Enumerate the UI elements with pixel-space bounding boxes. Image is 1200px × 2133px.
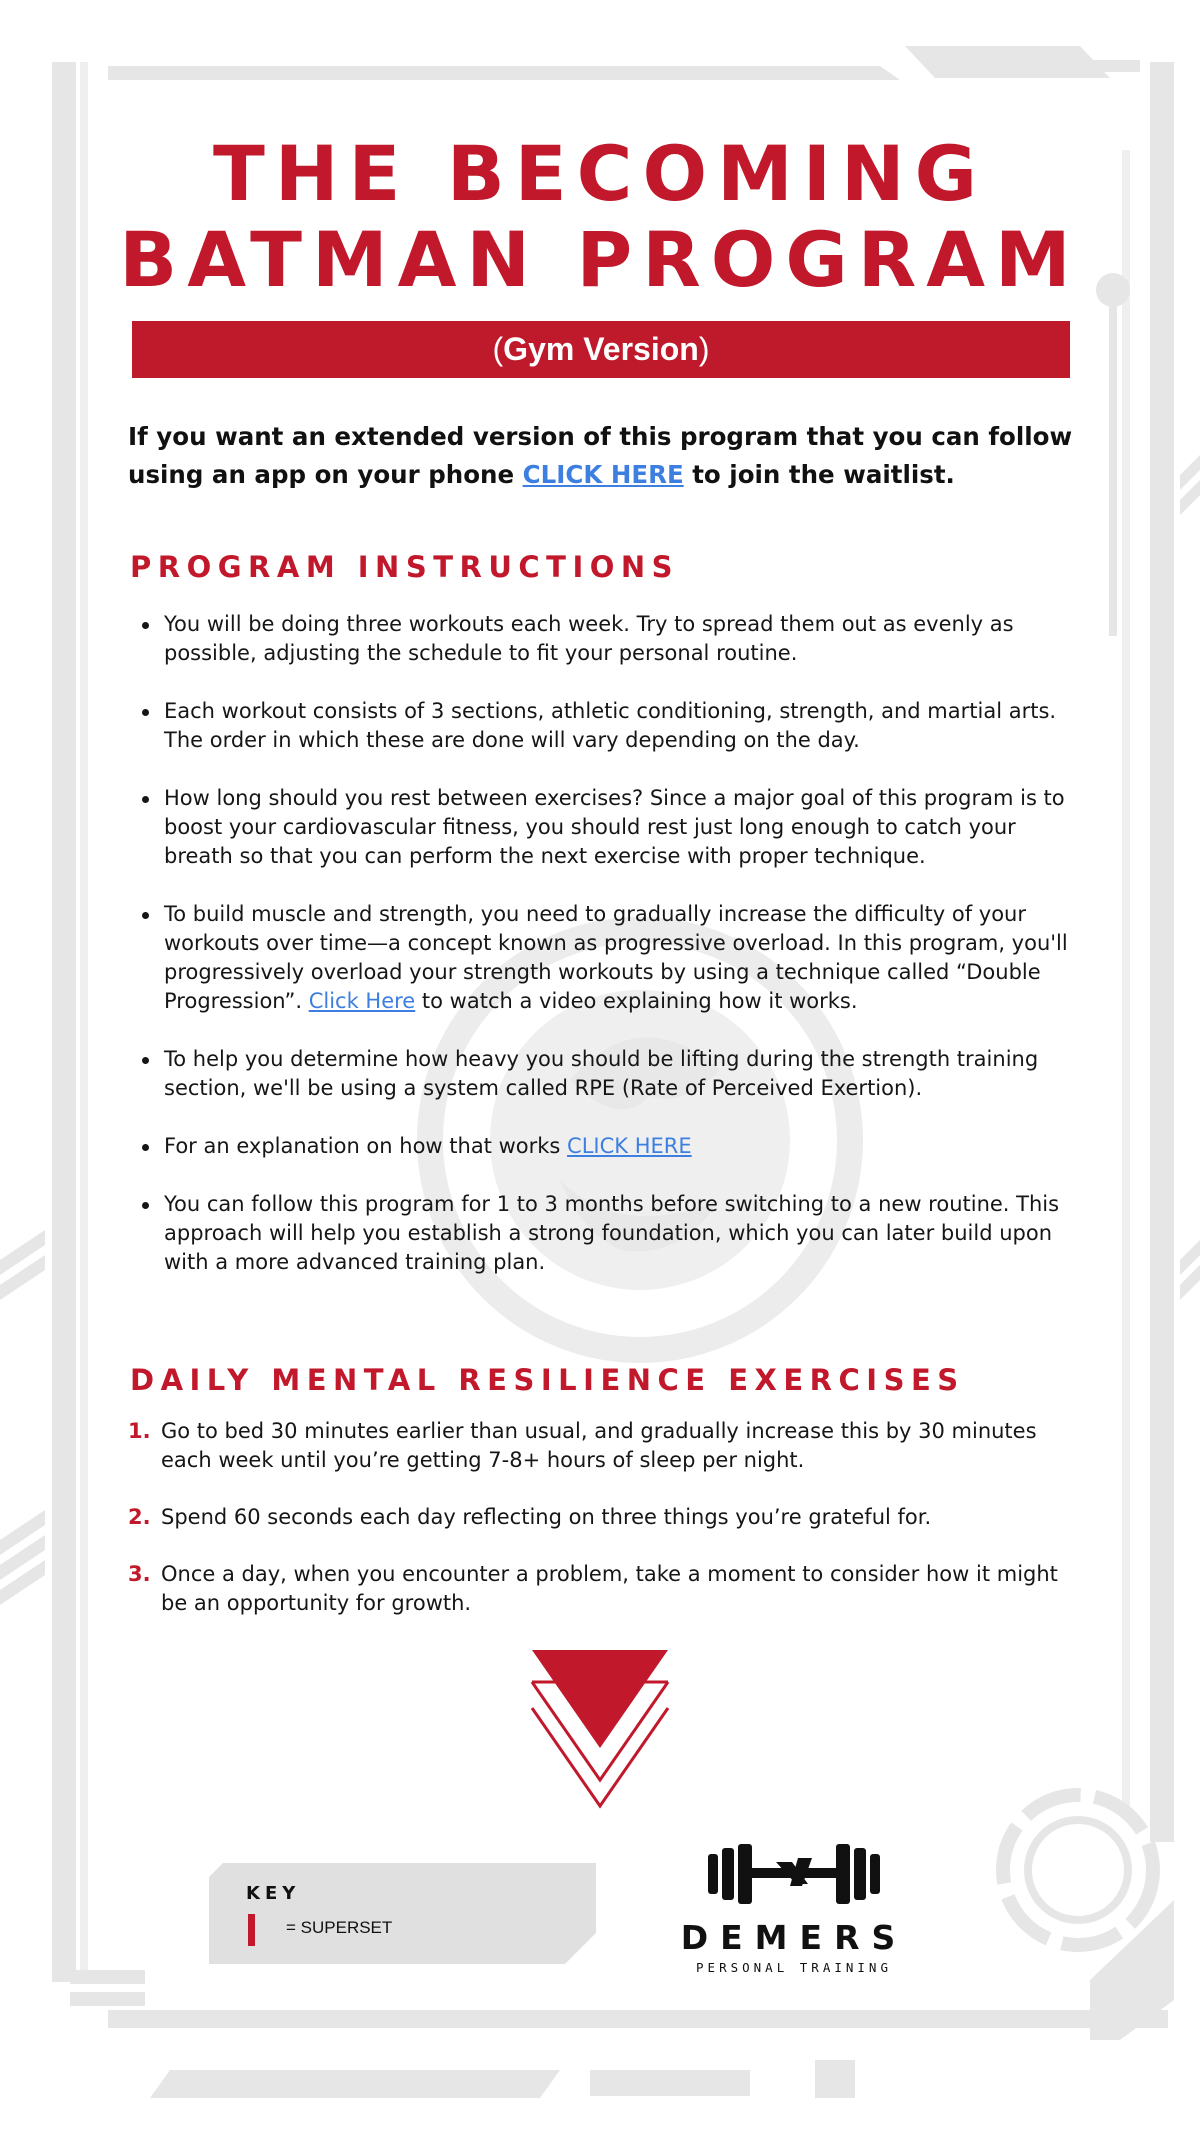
program-instructions-heading: PROGRAM INSTRUCTIONS	[130, 550, 680, 584]
waitlist-link[interactable]: CLICK HERE	[522, 460, 684, 489]
instructions-list	[138, 610, 1068, 1306]
bullet-dot	[142, 622, 149, 629]
resilience-text: Go to bed 30 minutes earlier than usual, and gradually increase this by 30 minutes each week until you’re getting 7-8+ hours of sleep per night.	[161, 1419, 1037, 1472]
bullet-dot	[142, 912, 149, 919]
bullet-dot	[142, 1144, 149, 1151]
item-number: 2.	[128, 1505, 151, 1529]
list-item	[138, 900, 1068, 1016]
banner-subtitle: Gym Version	[503, 331, 699, 367]
mental-resilience-heading: DAILY MENTAL RESILIENCE EXERCISES	[130, 1363, 965, 1397]
waitlist-intro	[128, 418, 1088, 494]
list-item	[138, 784, 1068, 871]
instruction-text: To build muscle and strength, you need to gradually increase the difficulty of your workouts over time—a concept known as progressive overload. In this program, you'll progressively overload your strength workouts by using a technique called “Double Progression”.	[164, 902, 1068, 1013]
brand-name: DEMERS	[680, 1918, 908, 1957]
gym-version-banner	[132, 321, 1070, 378]
instruction-text: How long should you rest between exercises? Since a major goal of this program is to boost your cardiovascular fitness, you should rest just long enough to catch your breath so that you can perform the next exercise with proper technique.	[164, 786, 1065, 868]
superset-marker	[248, 1914, 255, 1946]
resilience-list	[128, 1417, 1078, 1646]
brand-tagline: PERSONAL TRAINING	[696, 1960, 892, 1975]
list-item	[138, 1132, 1068, 1161]
program-title-line1: THE BECOMING	[213, 129, 987, 218]
intro-text: If you want an extended version of this program that you can follow using an app on your phone	[128, 422, 1073, 489]
barbell-logo-icon	[672, 1840, 916, 1980]
list-item	[128, 1560, 1078, 1618]
intro-text-after: to join the waitlist.	[683, 460, 955, 489]
instruction-text-after: to watch a video explaining how it works.	[415, 989, 858, 1013]
chevron-down-icon	[530, 1648, 670, 1810]
list-item	[138, 1190, 1068, 1277]
superset-legend: = SUPERSET	[286, 1918, 393, 1937]
list-item	[138, 697, 1068, 755]
resilience-text: Once a day, when you encounter a problem, take a moment to consider how it might be an opportunity for growth.	[161, 1562, 1058, 1615]
item-number: 1.	[128, 1419, 151, 1443]
program-title-line2: BATMAN PROGRAM	[119, 215, 1081, 304]
key-label: KEY	[246, 1883, 301, 1904]
key-panel	[209, 1863, 596, 1964]
bullet-dot	[142, 796, 149, 803]
bullet-dot	[142, 709, 149, 716]
list-item	[128, 1503, 1078, 1532]
double-progression-video-link[interactable]: Click Here	[308, 989, 416, 1013]
list-item	[128, 1417, 1078, 1475]
resilience-text: Spend 60 seconds each day reflecting on three things you’re grateful for.	[161, 1505, 932, 1529]
instruction-text: Each workout consists of 3 sections, athletic conditioning, strength, and martial arts. The order in which these are done will vary depending on the day.	[164, 699, 1057, 752]
list-item	[138, 610, 1068, 668]
rpe-explanation-link[interactable]: CLICK HERE	[567, 1134, 692, 1158]
instruction-text: You will be doing three workouts each week. Try to spread them out as evenly as possible, adjusting the schedule to fit your personal routine.	[164, 612, 1014, 665]
instruction-text: You can follow this program for 1 to 3 months before switching to a new routine. This approach will help you establish a strong foundation, which you can later build upon with a more advanced training plan.	[164, 1192, 1060, 1274]
item-number: 3.	[128, 1562, 151, 1586]
list-item	[138, 1045, 1068, 1103]
bullet-dot	[142, 1057, 149, 1064]
bullet-dot	[142, 1202, 149, 1209]
instruction-text: For an explanation on how that works	[164, 1134, 568, 1158]
instruction-text: To help you determine how heavy you should be lifting during the strength training section, we'll be using a system called RPE (Rate of Perceived Exertion).	[164, 1047, 1039, 1100]
banner-paren-close: )	[698, 331, 710, 367]
banner-paren-open: (	[492, 331, 504, 367]
